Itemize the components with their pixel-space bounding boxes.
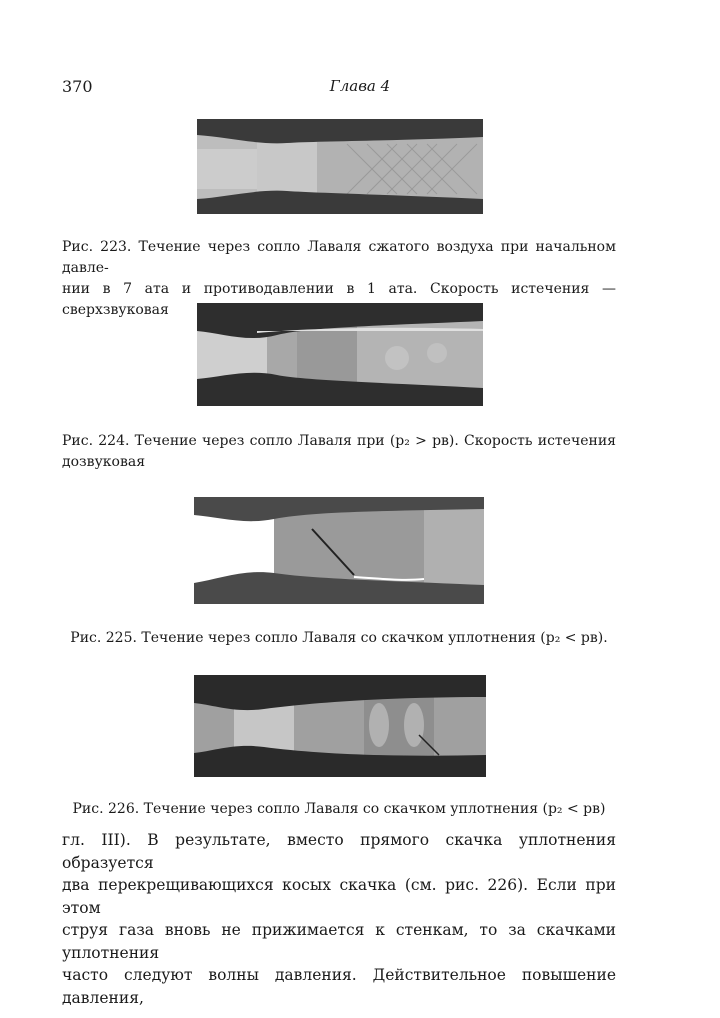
figure-226-photo <box>194 675 486 777</box>
caption-line: Рис. 223. Течение через сопло Лаваля сжатого воздуха при начальном давле- <box>62 239 616 276</box>
page-number: 370 <box>62 77 93 96</box>
figure-225-photo <box>194 497 484 604</box>
body-paragraph <box>62 829 616 1009</box>
caption-line: Рис. 225. Течение через сопло Лаваля со скачком уплотнения (p₂ < pв). <box>70 630 608 646</box>
caption-line: Рис. 226. Течение через сопло Лаваля со скачком уплотнения (p₂ < pв) <box>72 801 606 817</box>
caption-line: нии в 7 ата и противодавлении в 1 ата. Скорость истечения — сверхзвуковая <box>62 281 616 318</box>
figure-223-photo <box>197 119 483 214</box>
body-line: два перекрещивающихся косых скачка (см. рис. 226). Если при этом <box>62 876 616 917</box>
body-line: струя газа вновь не прижимается к стенкам, то за скачками уплотнения <box>62 921 616 962</box>
body-line: гл. III). В результате, вместо прямого скачка уплотнения образуется <box>62 831 616 872</box>
figure-226-caption <box>62 799 616 820</box>
body-line: часто следуют волны давления. Действительное повышение давления, <box>62 966 616 1007</box>
figure-224-caption <box>62 431 616 473</box>
figure-225-caption <box>62 628 616 649</box>
figure-224-photo <box>197 303 483 406</box>
caption-line: Рис. 224. Течение через сопло Лаваля при (p₂ > pв). Скорость истечения <box>62 433 616 449</box>
caption-line: дозвуковая <box>62 454 146 470</box>
chapter-title: Глава 4 <box>329 77 391 95</box>
